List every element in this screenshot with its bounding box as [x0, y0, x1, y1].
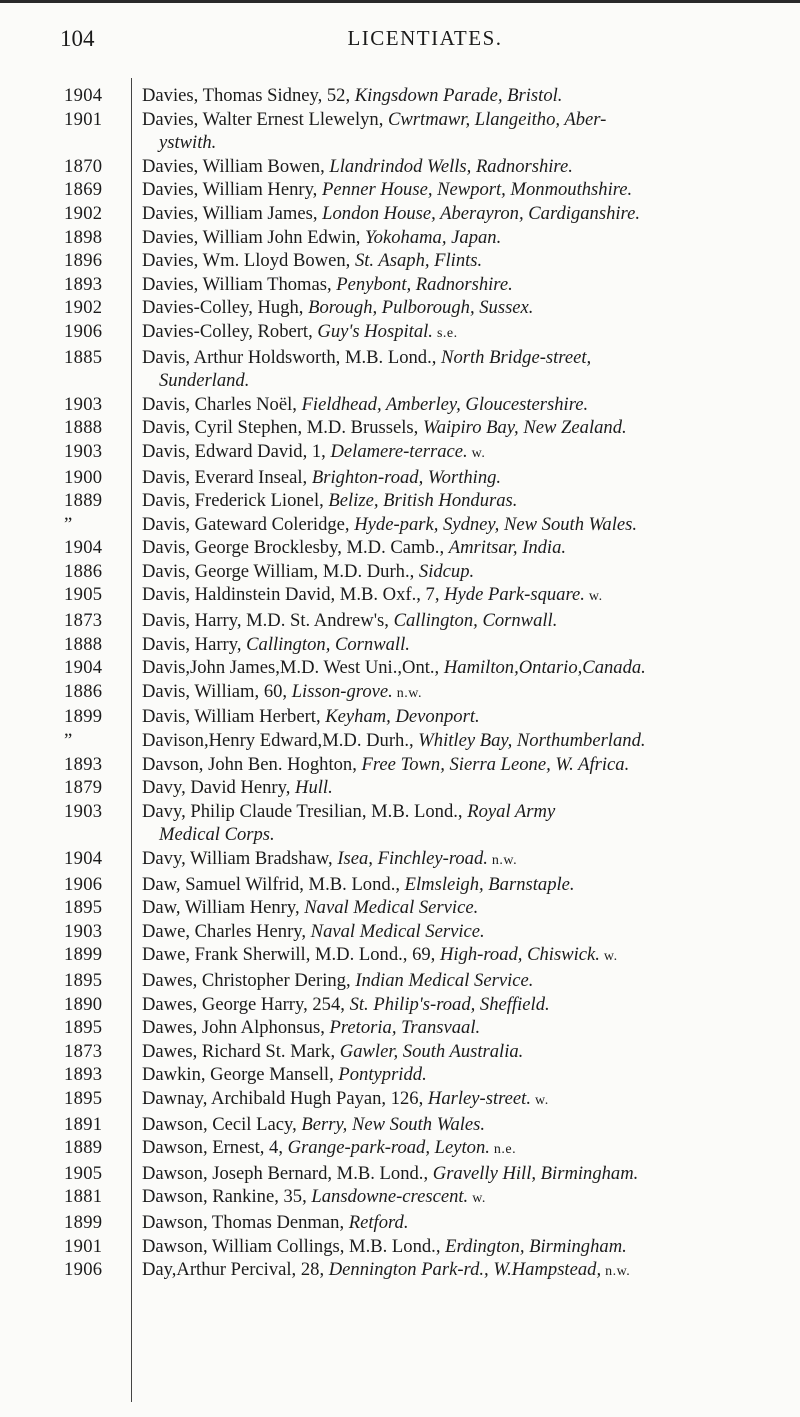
entry-address: Retford.	[348, 1211, 409, 1233]
entry-name: Davis, Everard Inseal,	[142, 466, 312, 488]
entry-text	[130, 705, 787, 729]
entry-text	[130, 1113, 787, 1137]
register-entry	[0, 416, 800, 440]
entry-text	[130, 1136, 787, 1162]
entry-year: 1870	[64, 155, 103, 177]
register-entry	[0, 896, 800, 920]
entry-address: Guy's Hospital.	[317, 320, 433, 342]
entry-year: 1904	[64, 848, 103, 869]
entry-address: Fieldhead, Amberley, Gloucestershire.	[301, 393, 589, 415]
register-entry	[0, 155, 800, 179]
entry-name: Dawson, Joseph Bernard, M.B. Lond.,	[142, 1162, 433, 1184]
entry-year: 1903	[64, 440, 103, 462]
entry-name: Davies, William Thomas,	[142, 273, 337, 295]
entry-name: Davis, Frederick Lionel,	[142, 490, 329, 512]
register-entry	[0, 776, 800, 800]
entry-text	[130, 489, 787, 513]
register-entry	[0, 466, 800, 490]
entry-year: 1895	[64, 1087, 103, 1109]
entry-text	[130, 800, 787, 847]
entry-name: Dawnay, Archibald Hugh Payan, 126,	[142, 1087, 428, 1109]
entry-address-continued: Medical Corps.	[159, 824, 275, 846]
register-entry	[0, 633, 800, 657]
entry-text	[130, 656, 787, 680]
entry-year: 1906	[64, 873, 103, 895]
register-entry	[0, 560, 800, 584]
entry-year: 1904	[64, 537, 103, 559]
entry-year: 1888	[64, 417, 103, 439]
entry-text	[130, 393, 787, 417]
entry-text	[130, 346, 787, 393]
entry-name: Davis, George William, M.D. Durh.,	[142, 560, 419, 582]
entry-name: Davis, George Brocklesby, M.D. Camb.,	[142, 537, 449, 559]
entry-year: 1889	[64, 490, 103, 512]
entry-district: n.w.	[392, 685, 422, 701]
register-entry	[0, 583, 800, 609]
entry-address: Royal Army	[467, 800, 556, 822]
entry-year: 1903	[64, 800, 103, 822]
entry-district: n.w.	[487, 853, 518, 868]
entry-text	[130, 1185, 787, 1211]
entry-text	[130, 1040, 787, 1064]
entry-year: 1901	[64, 108, 103, 130]
register-entry	[0, 1136, 800, 1162]
register-entry	[0, 1113, 800, 1137]
entry-year: 1895	[64, 897, 103, 919]
entry-name: Davies, Walter Ernest Llewelyn,	[142, 108, 388, 130]
entry-address: St. Philip's-road, Sheffield.	[349, 993, 550, 1015]
entry-year: 1873	[64, 1040, 103, 1062]
entry-year: 1893	[64, 1064, 103, 1086]
register-entry	[0, 320, 800, 346]
entry-text	[130, 1063, 787, 1087]
entry-address: Grange-park-road, Leyton.	[287, 1137, 490, 1159]
entry-year: 1902	[64, 297, 103, 319]
entry-year: 1881	[64, 1186, 103, 1208]
register-entry	[0, 800, 800, 847]
entry-address: Penner House, Newport, Monmouthshire.	[321, 179, 633, 201]
entry-name: Davis, Haldinstein David, M.B. Oxf., 7,	[142, 584, 445, 606]
entry-name: Davis, Edward David, 1,	[142, 440, 331, 462]
entry-text	[130, 873, 787, 897]
entry-text	[130, 969, 787, 993]
entry-district: w.	[584, 589, 603, 605]
entry-year: 1885	[64, 346, 103, 368]
entry-year: ”	[64, 730, 73, 752]
entry-address: St. Asaph, Flints.	[354, 250, 483, 272]
entry-name: Dawes, George Harry, 254,	[142, 993, 350, 1015]
entry-address: Isea, Finchley-road.	[337, 848, 488, 869]
register-entry	[0, 1040, 800, 1064]
entry-address: Pontypridd.	[338, 1064, 427, 1086]
entry-name: Dawe, Charles Henry,	[142, 920, 311, 942]
entry-name: Davis, Harry,	[142, 633, 247, 655]
entry-year: 1906	[64, 1259, 103, 1281]
entry-address: Indian Medical Service.	[355, 969, 534, 991]
register-entry	[0, 705, 800, 729]
entry-year: 1890	[64, 993, 103, 1015]
entry-year: 1873	[64, 610, 103, 632]
entry-name: Davies, Thomas Sidney, 52,	[142, 85, 355, 106]
entry-address: Dennington Park-rd., W.Hampstead,	[328, 1259, 602, 1281]
register-entry	[0, 920, 800, 944]
page-number: 104	[60, 26, 95, 51]
entry-address: Lansdowne-crescent.	[311, 1186, 469, 1208]
entry-name: Davies-Colley, Hugh,	[142, 297, 309, 319]
entry-text	[130, 680, 787, 706]
entry-name: Davis, William Herbert,	[142, 706, 326, 728]
entry-year: 1869	[64, 179, 103, 201]
entry-text	[130, 633, 787, 657]
entry-name: Dawe, Frank Sherwill, M.D. Lond., 69,	[142, 944, 440, 966]
entry-name: Davy, David Henry,	[142, 777, 296, 799]
entry-name: Davis,John James,M.D. West Uni.,Ont.,	[142, 657, 444, 679]
entry-year: 1898	[64, 226, 103, 248]
entry-name: Dawes, Christopher Dering,	[142, 969, 356, 991]
entry-year: 1905	[64, 584, 103, 606]
entry-address: Callington, Cornwall.	[246, 633, 410, 655]
entry-year: 1895	[64, 969, 103, 991]
entry-text	[130, 1016, 787, 1040]
entry-address: Belize, British Honduras.	[328, 490, 518, 512]
entry-text	[130, 920, 787, 944]
entry-text	[130, 513, 787, 537]
entry-name: Davis, Gateward Coleridge,	[142, 513, 355, 535]
entry-address: Naval Medical Service.	[310, 920, 485, 942]
register-entry	[0, 847, 800, 873]
entry-address: Brighton-road, Worthing.	[311, 466, 502, 488]
register-entry	[0, 680, 800, 706]
register-entry	[0, 226, 800, 250]
entry-name: Davison,Henry Edward,M.D. Durh.,	[142, 730, 419, 752]
register-entry	[0, 202, 800, 226]
entry-district: w.	[467, 445, 486, 461]
entry-year: 1904	[64, 657, 103, 679]
register-entry	[0, 296, 800, 320]
entry-year: 1905	[64, 1162, 103, 1184]
entry-name: Davy, William Bradshaw,	[142, 848, 338, 869]
entry-text	[130, 536, 787, 560]
entry-text	[130, 1087, 787, 1113]
entry-text	[130, 84, 787, 108]
entry-text	[130, 729, 787, 753]
entry-year: 1893	[64, 273, 103, 295]
register-entry	[0, 993, 800, 1017]
entry-text	[130, 609, 787, 633]
register-entry	[0, 513, 800, 537]
entry-name: Dawson, Cecil Lacy,	[142, 1113, 302, 1135]
register-entry	[0, 729, 800, 753]
entry-name: Daw, Samuel Wilfrid, M.B. Lond.,	[142, 873, 405, 895]
register-entry	[0, 753, 800, 777]
entry-address: Harley-street.	[427, 1087, 531, 1109]
entry-text	[130, 583, 787, 609]
register-entry	[0, 1063, 800, 1087]
entry-name: Dawson, Ernest, 4,	[142, 1137, 288, 1159]
entry-address-continued: ystwith.	[159, 132, 217, 154]
entry-name: Davson, John Ben. Hoghton,	[142, 753, 362, 775]
entry-text	[130, 416, 787, 440]
entry-name: Day,Arthur Percival, 28,	[142, 1259, 329, 1281]
register-entry	[0, 1235, 800, 1259]
entry-year: 1895	[64, 1017, 103, 1039]
entry-address: Hyde Park-square.	[444, 584, 585, 606]
entry-text	[130, 1258, 787, 1284]
entry-address: Kingsdown Parade, Bristol.	[354, 85, 563, 106]
entry-address: Free Town, Sierra Leone, W. Africa.	[361, 753, 630, 775]
entry-year: ”	[64, 513, 73, 535]
register-entry	[0, 1211, 800, 1235]
entry-text	[130, 466, 787, 490]
entry-text	[130, 226, 787, 250]
entry-text	[130, 896, 787, 920]
entry-name: Davy, Philip Claude Tresilian, M.B. Lond.,	[142, 800, 468, 822]
entry-address: London House, Aberayron, Cardiganshire.	[322, 202, 640, 224]
entry-text	[130, 155, 787, 179]
register-entry	[0, 440, 800, 466]
entry-year: 1906	[64, 320, 103, 342]
register-entry	[0, 178, 800, 202]
entry-address: Erdington, Birmingham.	[445, 1235, 627, 1257]
entry-address: Hull.	[295, 777, 333, 799]
entry-address: Hamilton,Ontario,Canada.	[443, 657, 646, 679]
entry-district: w.	[468, 1191, 486, 1207]
register-entry	[0, 249, 800, 273]
entry-text	[130, 993, 787, 1017]
entry-year: 1893	[64, 753, 103, 775]
register-entry	[0, 1162, 800, 1186]
entry-address: Delamere-terrace.	[330, 440, 468, 462]
register-entry	[0, 656, 800, 680]
entry-year: 1891	[64, 1113, 103, 1135]
entry-text	[130, 560, 787, 584]
entry-name: Davies, William Henry,	[142, 179, 322, 201]
entry-name: Davis, Arthur Holdsworth, M.B. Lond.,	[142, 346, 442, 368]
entry-text	[130, 943, 787, 969]
entry-district: n.e.	[489, 1142, 517, 1158]
entry-year: 1889	[64, 1137, 103, 1159]
entry-text	[130, 440, 787, 466]
entry-district: w.	[599, 949, 618, 965]
entry-address: Gawler, South Australia.	[339, 1040, 524, 1062]
entry-year: 1902	[64, 202, 103, 224]
entry-year: 1879	[64, 777, 103, 799]
entry-district: w.	[531, 1092, 549, 1108]
register-entry	[0, 536, 800, 560]
register-entry	[0, 489, 800, 513]
entry-address: North Bridge-street,	[441, 346, 592, 368]
entry-name: Davis, Charles Noël,	[142, 393, 302, 415]
entry-address: High-road, Chiswick.	[439, 944, 600, 966]
register-entry	[0, 108, 800, 155]
entry-address: Callington, Cornwall.	[393, 610, 558, 632]
entry-address: Berry, New South Wales.	[301, 1113, 486, 1135]
entry-year: 1886	[64, 560, 103, 582]
register-list	[0, 84, 800, 1284]
entry-address: Elmsleigh, Barnstaple.	[404, 873, 575, 895]
entry-address: Penybont, Radnorshire.	[336, 273, 513, 295]
register-entry	[0, 969, 800, 993]
entry-year: 1896	[64, 250, 103, 272]
entry-text	[130, 178, 787, 202]
entry-year: 1903	[64, 920, 103, 942]
entry-address: Keyham, Devonport.	[325, 706, 480, 728]
entry-year: 1903	[64, 393, 103, 415]
entry-name: Dawkin, George Mansell,	[142, 1064, 339, 1086]
entry-address: Cwrtmawr, Llangeitho, Aber-	[388, 108, 607, 130]
entry-year: 1904	[64, 85, 103, 106]
entry-address: Borough, Pulborough, Sussex.	[308, 297, 534, 319]
entry-text	[130, 202, 787, 226]
entry-name: Dawson, William Collings, M.B. Lond.,	[142, 1235, 446, 1257]
entry-address: Naval Medical Service.	[304, 897, 479, 919]
entry-text	[130, 320, 787, 346]
entry-year: 1899	[64, 944, 103, 966]
entry-name: Davis, Harry, M.D. St. Andrew's,	[142, 610, 394, 632]
register-entry	[0, 1258, 800, 1284]
top-rule	[0, 0, 800, 3]
register-entry	[0, 1087, 800, 1113]
entry-name: Davis, William, 60,	[142, 680, 292, 702]
entry-text	[130, 1235, 787, 1259]
register-entry	[0, 873, 800, 897]
entry-district: s.e.	[432, 325, 458, 341]
entry-text	[130, 296, 787, 320]
register-entry	[0, 1016, 800, 1040]
register-entry	[0, 393, 800, 417]
register-entry	[0, 346, 800, 393]
entry-address: Amritsar, India.	[448, 537, 567, 559]
entry-address: Llandrindod Wells, Radnorshire.	[329, 155, 573, 177]
entry-address: Gravelly Hill, Birmingham.	[432, 1162, 639, 1184]
entry-year: 1888	[64, 633, 103, 655]
register-entry	[0, 609, 800, 633]
entry-name: Davies, William John Edwin,	[142, 226, 366, 248]
entry-address: Yokohama, Japan.	[365, 226, 502, 248]
register-entry	[0, 1185, 800, 1211]
entry-address-continued: Sunderland.	[159, 370, 250, 392]
entry-year: 1886	[64, 680, 103, 702]
entry-year: 1899	[64, 1211, 103, 1233]
entry-name: Davis, Cyril Stephen, M.D. Brussels,	[142, 417, 423, 439]
running-head: LICENTIATES.	[347, 26, 503, 50]
register-entry	[0, 943, 800, 969]
entry-text	[130, 1162, 787, 1186]
entry-district: n.w.	[601, 1264, 631, 1280]
entry-name: Dawson, Thomas Denman,	[142, 1211, 349, 1233]
entry-text	[130, 847, 787, 873]
entry-name: Davies, Wm. Lloyd Bowen,	[142, 250, 355, 272]
entry-address: Pretoria, Transvaal.	[329, 1017, 481, 1039]
entry-text	[130, 1211, 787, 1235]
entry-name: Davies, William Bowen,	[142, 155, 330, 177]
page-header	[60, 26, 790, 56]
entry-name: Davies, William James,	[142, 202, 323, 224]
entry-text	[130, 776, 787, 800]
entry-name: Dawes, Richard St. Mark,	[142, 1040, 340, 1062]
entry-year: 1901	[64, 1235, 103, 1257]
entry-year: 1900	[64, 466, 103, 488]
entry-name: Dawson, Rankine, 35,	[142, 1186, 312, 1208]
entry-text	[130, 249, 787, 273]
entry-name: Dawes, John Alphonsus,	[142, 1017, 330, 1039]
entry-year: 1899	[64, 706, 103, 728]
entry-address: Waipiro Bay, New Zealand.	[422, 417, 627, 439]
entry-text	[130, 273, 787, 297]
entry-text	[130, 753, 787, 777]
entry-name: Davies-Colley, Robert,	[142, 320, 318, 342]
entry-address: Whitley Bay, Northumberland.	[418, 730, 646, 752]
entry-address: Sidcup.	[418, 560, 475, 582]
register-entry	[0, 84, 800, 108]
register-entry	[0, 273, 800, 297]
entry-address: Lisson-grove.	[291, 680, 393, 702]
entry-name: Daw, William Henry,	[142, 897, 305, 919]
entry-address: Hyde-park, Sydney, New South Wales.	[354, 513, 638, 535]
entry-text	[130, 108, 787, 155]
